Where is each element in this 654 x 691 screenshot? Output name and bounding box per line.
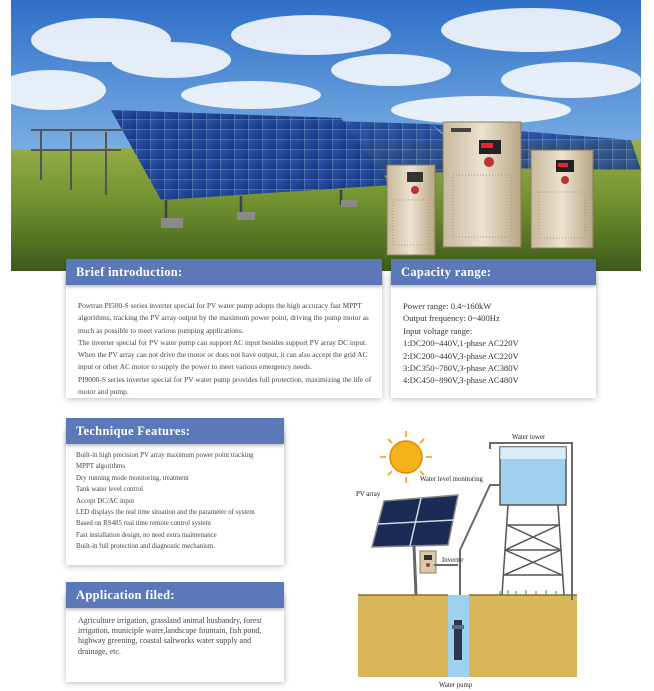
inverter-label: Inverter xyxy=(442,557,464,564)
feature-item: Built-in high precision PV array maximum power point tracking xyxy=(76,452,254,459)
voltage-option-1: 1:DC200~440V,1-phase AC220V xyxy=(403,338,519,349)
pv-pump-system-diagram xyxy=(350,425,610,691)
water-level-label: Water level monitoring xyxy=(420,476,483,483)
inverter-icon xyxy=(420,551,436,573)
water-pump-label: Water pump xyxy=(439,682,473,689)
intro-paragraph-2: The inverter special for PV water pump can support AC input besides support PV array DC input. When the PV array can not drive the motor or does not have output, it can also accept the grid AC input or other AC motor to supply the power to meet various emergency needs. xyxy=(78,337,368,372)
inverter-cabinet-medium xyxy=(531,150,593,248)
water-tower-label: Water tower xyxy=(512,434,546,441)
voltage-option-2: 2:DC200~440V,3-phase AC220V xyxy=(403,350,519,361)
capacity-header: Capacity range: xyxy=(391,259,596,285)
intro-paragraph-3: PI9000-S series inverter special for PV water pump provides full protection, maximizing the life of motor and pump. xyxy=(78,374,372,397)
power-range: Power range: 0.4~160kW xyxy=(403,301,492,311)
intro-panel xyxy=(66,272,382,398)
intro-header: Brief introduction: xyxy=(66,259,382,285)
feature-item: Fast installation design, no need extra maintenance xyxy=(76,531,217,539)
soil-right xyxy=(469,595,577,677)
soil-left xyxy=(358,595,448,677)
pv-array-icon xyxy=(372,495,458,595)
intro-paragraph-1: Powtran PI500-S series inverter special for PV water pump adopts the high accuracy fast MPPT algorithms, tracking the PV array output by the maximum power point, driving the pump motor as much as possible to meet various pumping applications. xyxy=(78,301,369,335)
output-frequency: Output frequency: 0~400Hz xyxy=(403,313,500,324)
feature-item: Dry running mode monitoring, treatment xyxy=(76,474,189,482)
feature-item: MPPT algorithms xyxy=(76,463,126,471)
inverter-cabinet-small xyxy=(387,165,435,255)
voltage-option-3: 3:DC350~780V,3-phase AC380V xyxy=(403,363,519,374)
water-tower-icon xyxy=(500,447,566,595)
solar-field-illustration xyxy=(11,0,641,271)
voltage-option-4: 4:DC450~890V,3-phase AC480V xyxy=(403,375,519,386)
feature-item: Tank water level control xyxy=(76,486,144,494)
application-header: Application filed: xyxy=(66,582,284,608)
feature-item: Built-in full protection and diagnostic mechanism. xyxy=(76,543,215,551)
inverter-cabinet-large xyxy=(443,122,521,247)
hero-photo xyxy=(11,0,641,271)
application-text: Agriculture irrigation, grassland animal husbandry, forest irrigation, municiple water,landscape fountain, fish pond, highway greening, coastal saltworks water supply and drainage, etc. xyxy=(78,616,262,656)
input-voltage-label: Input voltage range: xyxy=(403,325,473,336)
feature-item: LED displays the real time situation and the parameter of system xyxy=(76,509,255,517)
pv-array-label: PV array xyxy=(356,491,381,498)
capacity-panel xyxy=(391,272,596,398)
features-panel xyxy=(66,430,284,565)
feature-item: Based on RS485 real time remote control system xyxy=(76,520,211,528)
features-header: Technique Features: xyxy=(66,418,284,444)
feature-item: Accept DC/AC input xyxy=(76,497,135,505)
